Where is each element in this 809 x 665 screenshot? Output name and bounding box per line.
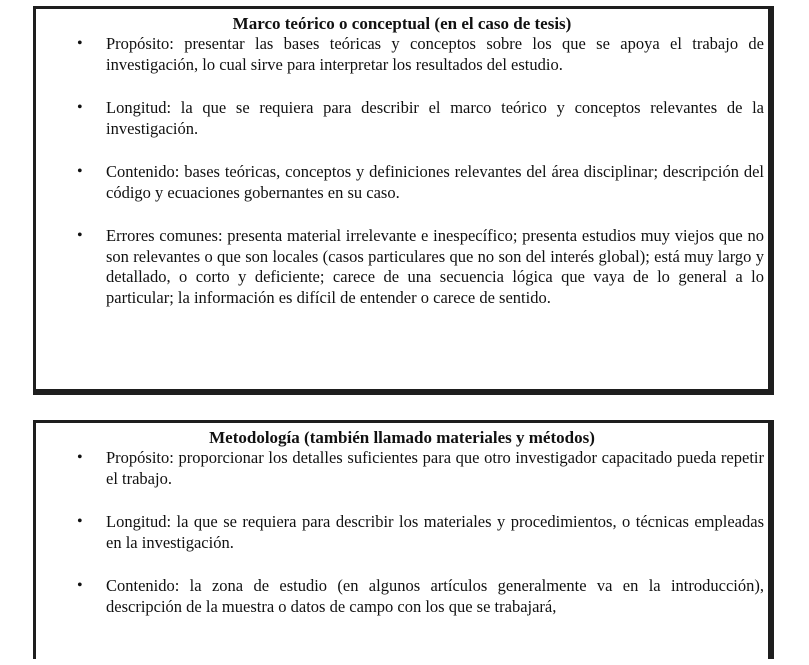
item-text: Longitud: la que se requiera para describir los materiales y procedimientos, o técnicas empleadas en la investigación. — [106, 512, 764, 552]
item-text: Contenido: la zona de estudio (en algunos artículos generalmente va en la introducción), descripción de la muestra o datos de campo con los que se trabajará, — [106, 576, 764, 616]
bullet-icon: • — [77, 35, 83, 52]
list-item — [36, 226, 768, 308]
bullet-icon: • — [77, 577, 83, 594]
item-text: Propósito: presentar las bases teóricas y conceptos sobre los que se apoya el trabajo de investigación, lo cual sirve para interpretar los resultados del estudio. — [106, 34, 764, 74]
item-text: Propósito: proporcionar los detalles suficientes para que otro investigador capacitado pueda repetir el trabajo. — [106, 448, 764, 488]
list-item — [36, 162, 768, 203]
list-item — [36, 512, 768, 553]
item-text: Errores comunes: presenta material irrelevante e inespecífico; presenta estudios muy viejos que no son relevantes o que son locales (casos particulares que no son del interés global); está muy largo y detallado, o corto y deficiente; carece de una secuencia lógica que vaya de lo general a lo particular; la información es difícil de entender o carece de sentido. — [106, 226, 764, 307]
marco-teorico-box — [33, 6, 774, 395]
list-item — [36, 576, 768, 617]
item-list — [36, 448, 768, 617]
item-list — [36, 34, 768, 308]
bullet-icon: • — [77, 163, 83, 180]
bullet-icon: • — [77, 227, 83, 244]
list-item — [36, 98, 768, 139]
list-item — [36, 448, 768, 489]
item-text: Longitud: la que se requiera para describir el marco teórico y conceptos relevantes de la investigación. — [106, 98, 764, 138]
section-title: Marco teórico o conceptual (en el caso de tesis) — [232, 14, 572, 33]
bullet-icon: • — [77, 449, 83, 466]
bullet-icon: • — [77, 513, 83, 530]
section-title: Metodología (también llamado materiales y métodos) — [209, 428, 595, 447]
list-item — [36, 34, 768, 75]
metodologia-box — [33, 420, 774, 659]
bullet-icon: • — [77, 99, 83, 116]
item-text: Contenido: bases teóricas, conceptos y definiciones relevantes del área disciplinar; descripción del código y ecuaciones gobernantes en su caso. — [106, 162, 764, 202]
